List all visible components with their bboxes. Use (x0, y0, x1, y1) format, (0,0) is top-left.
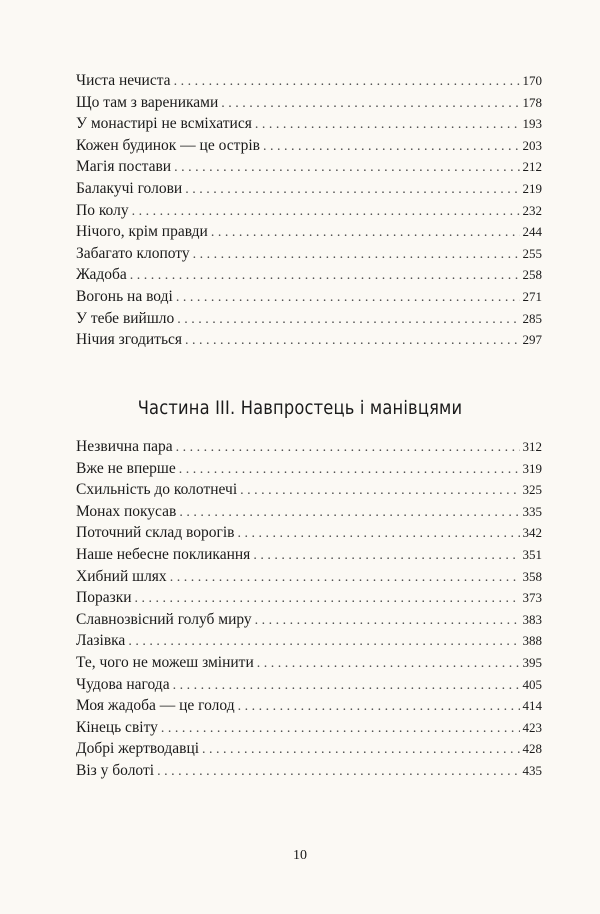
toc-entry (76, 544, 542, 566)
toc-entry (76, 135, 542, 157)
toc-entry-page: 358 (522, 568, 542, 584)
toc-entry (76, 738, 542, 760)
toc-entry-page: 435 (522, 762, 542, 778)
toc-entry-page: 428 (522, 741, 542, 757)
toc-entry-title: Вогонь на воді (76, 287, 173, 305)
toc-entry-title: Кінець світу (76, 718, 158, 736)
toc-list-part-3 (76, 436, 542, 782)
toc-entry-title: Магія постави (76, 158, 172, 176)
dot-leader (257, 653, 520, 675)
toc-entry-title: По колу (76, 201, 129, 219)
toc-entry (76, 630, 542, 652)
dot-leader (174, 157, 519, 179)
toc-entry-title: Поразки (76, 589, 132, 607)
toc-entry-page: 395 (522, 654, 542, 670)
toc-entry-title: Забагато клопоту (76, 244, 190, 262)
toc-entry (76, 760, 542, 782)
dot-leader (135, 588, 520, 610)
toc-entry-title: Поточний склад ворогів (76, 524, 235, 542)
dot-leader (128, 631, 519, 653)
toc-entry-page: 351 (522, 546, 542, 562)
toc-entry-title: Віз у болоті (76, 761, 155, 779)
toc-entry-title: Чиста нечиста (76, 72, 171, 89)
toc-entry (76, 566, 542, 588)
toc-entry (76, 264, 542, 286)
toc-entry-page: 335 (522, 503, 542, 519)
toc-entry-page: 388 (522, 633, 542, 649)
toc-entry-title: Чудова нагода (76, 675, 170, 693)
toc-entry-page: 178 (522, 94, 542, 110)
toc-entry-page: 405 (522, 676, 542, 692)
toc-entry-page: 203 (522, 137, 542, 153)
dot-leader (202, 739, 519, 761)
dot-leader (240, 480, 519, 502)
toc-entry-page: 319 (522, 460, 542, 476)
toc-entry-title: У монастирі не всміхатися (76, 115, 252, 133)
toc-entry (76, 70, 542, 92)
toc-entry (76, 717, 542, 739)
toc-entry-page: 219 (522, 180, 542, 196)
toc-entry-title: Балакучі голови (76, 179, 183, 197)
toc-entry (76, 113, 542, 135)
toc-entry-page: 232 (522, 202, 542, 218)
toc-entry (76, 479, 542, 501)
toc-entry-title: У тебе вийшло (76, 309, 175, 327)
dot-leader (253, 545, 519, 567)
dot-leader (255, 114, 520, 136)
toc-entry-page: 312 (522, 439, 542, 454)
toc-entry-page: 297 (522, 332, 542, 348)
toc-entry-title: Лазівка (76, 632, 126, 650)
toc-entry-page: 271 (522, 288, 542, 304)
dot-leader (255, 610, 520, 632)
dot-leader (179, 459, 520, 481)
toc-entry-title: Що там з варениками (76, 93, 219, 111)
toc-entry (76, 458, 542, 480)
toc-entry (76, 652, 542, 674)
page-number: 10 (293, 848, 307, 863)
dot-leader (177, 309, 519, 331)
toc-entry-title: Хибний шлях (76, 567, 167, 585)
toc-entry-page: 193 (522, 116, 542, 132)
toc-entry-title: Нічия згодиться (76, 331, 183, 349)
toc-entry (76, 308, 542, 330)
dot-leader (161, 718, 520, 740)
toc-entry-title: Монах покусав (76, 502, 177, 520)
toc-entry (76, 200, 542, 222)
toc-entry-page: 383 (522, 611, 542, 627)
toc-entry-page: 285 (522, 310, 542, 326)
dot-leader (263, 136, 520, 158)
toc-entry-title: Наше небесне покликання (76, 545, 251, 563)
toc-entry-title: Схильність до колотнечі (76, 481, 238, 499)
toc-entry (76, 329, 542, 351)
toc-entry-title: Нічого, крім правди (76, 223, 208, 241)
toc-entry-title: Незвична пара (76, 438, 173, 455)
dot-leader (176, 437, 520, 459)
toc-entry (76, 501, 542, 523)
dot-leader (238, 696, 520, 718)
toc-entry-page: 258 (522, 267, 542, 283)
dot-leader (170, 567, 520, 589)
toc-entry-title: Жадоба (76, 266, 127, 284)
toc-entry (76, 674, 542, 696)
toc-entry-page: 373 (522, 590, 542, 606)
toc-entry (76, 243, 542, 265)
dot-leader (185, 179, 519, 201)
toc-entry-title: Те, чого не можеш змінити (76, 653, 254, 671)
toc-entry-page: 423 (522, 719, 542, 735)
toc-entry-page: 325 (522, 482, 542, 498)
toc-entry-page: 212 (522, 159, 542, 175)
dot-leader (237, 523, 519, 545)
toc-entry-title: Добрі жертводавці (76, 740, 200, 758)
dot-leader (179, 502, 519, 524)
toc-entry (76, 695, 542, 717)
dot-leader (157, 761, 519, 783)
toc-entry (76, 156, 542, 178)
toc-entry-page: 342 (522, 525, 542, 541)
toc-entry (76, 587, 542, 609)
toc-entry (76, 522, 542, 544)
dot-leader (176, 287, 520, 309)
toc-entry (76, 436, 542, 458)
toc-entry-page: 170 (522, 73, 542, 88)
toc-entry-page: 414 (522, 698, 542, 714)
toc-entry-title: Вже не вперше (76, 459, 176, 477)
toc-entry (76, 221, 542, 243)
toc-entry (76, 286, 542, 308)
toc-entry-page: 255 (522, 245, 542, 261)
toc-entry (76, 92, 542, 114)
dot-leader (173, 675, 520, 697)
toc-entry-page: 244 (522, 224, 542, 240)
toc-entry (76, 178, 542, 200)
dot-leader (221, 93, 519, 115)
toc-list-part-2 (76, 70, 542, 351)
toc-entry-title: Славнозвісний голуб миру (76, 610, 252, 628)
toc-entry-title: Кожен будинок — це острів (76, 136, 260, 154)
dot-leader (132, 201, 520, 223)
dot-leader (193, 244, 520, 266)
toc-entry (76, 609, 542, 631)
section-heading-part-3: Частина III. Навпростець і манівцями (137, 398, 463, 419)
dot-leader (185, 330, 519, 352)
dot-leader (211, 222, 520, 244)
dot-leader (174, 71, 520, 93)
dot-leader (130, 265, 520, 287)
toc-entry-title: Моя жадоба — це голод (76, 697, 235, 715)
